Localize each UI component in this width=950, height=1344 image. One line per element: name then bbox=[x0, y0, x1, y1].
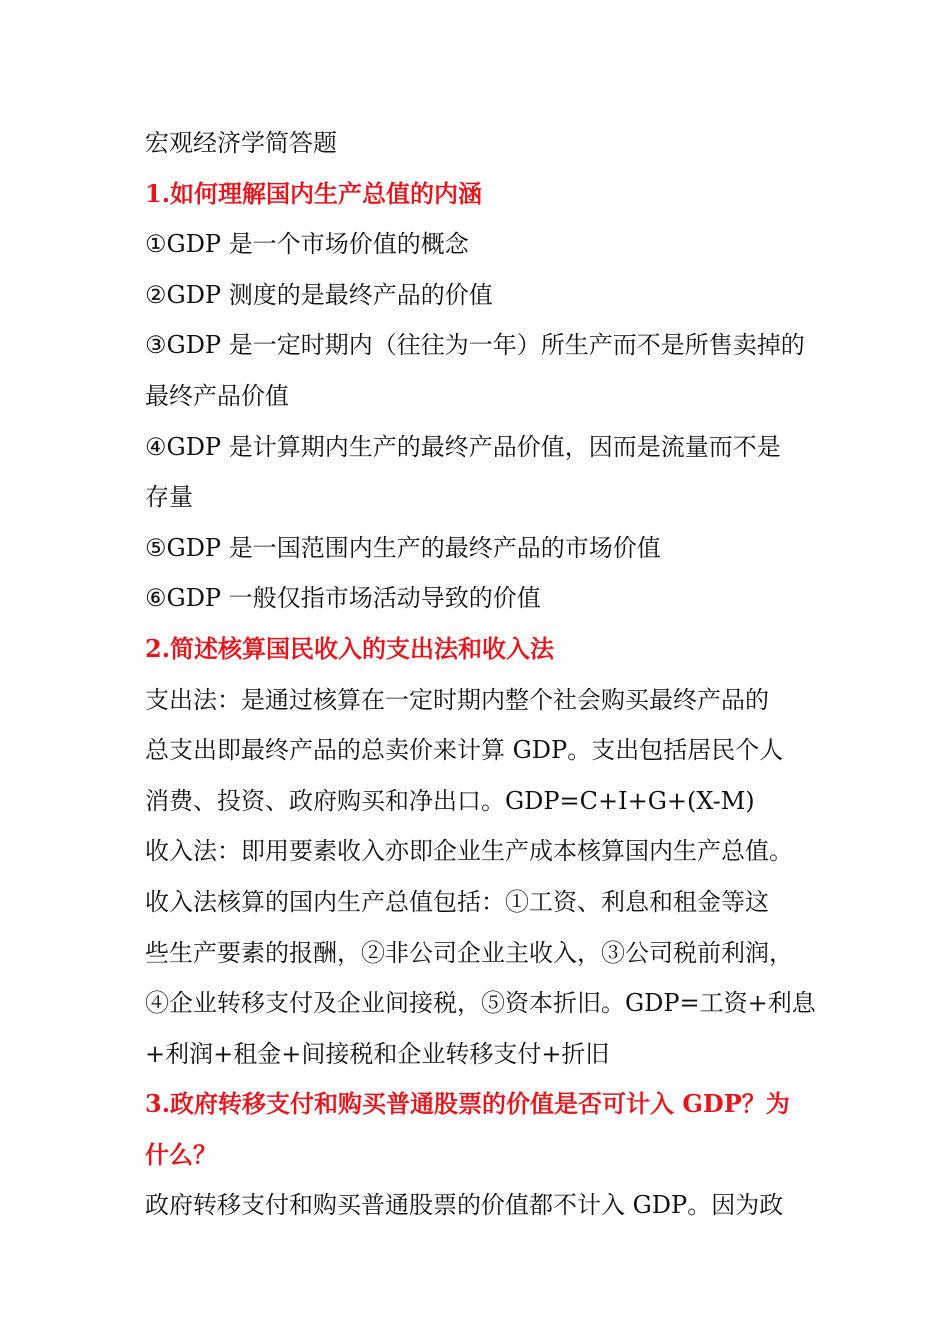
section-1-line: 最终产品价值 bbox=[145, 381, 289, 410]
section-2-line: 些生产要素的报酬，②非公司企业主收入，③公司税前利润， bbox=[145, 938, 793, 967]
section-1-heading: 1.如何理解国内生产总值的内涵 bbox=[145, 178, 483, 208]
section-3-heading: 3.政府转移支付和购买普通股票的价值是否可计入 GDP？为 bbox=[145, 1089, 790, 1119]
section-2-line: 消费、投资、政府购买和净出口。GDP=C+I+G+(X-M) bbox=[145, 786, 755, 815]
section-2-line: ④企业转移支付及企业间接税，⑤资本折旧。GDP=工资+利息 bbox=[145, 989, 816, 1018]
section-1-line: ③GDP 是一定时期内（往往为一年）所生产而不是所售卖掉的 bbox=[145, 331, 805, 360]
section-3-heading: 什么？ bbox=[145, 1139, 217, 1169]
section-1-line: ⑥GDP 一般仅指市场活动导致的价值 bbox=[145, 584, 541, 613]
document-body bbox=[145, 118, 825, 1231]
section-2-line: +利润+租金+间接税和企业转移支付+折旧 bbox=[145, 1039, 610, 1068]
section-2-line: 支出法：是通过核算在一定时期内整个社会购买最终产品的 bbox=[145, 685, 769, 714]
section-2-line: 收入法核算的国内生产总值包括：①工资、利息和租金等这 bbox=[145, 887, 769, 916]
section-2-line: 总支出即最终产品的总卖价来计算 GDP。支出包括居民个人 bbox=[145, 736, 784, 765]
section-3-line: 政府转移支付和购买普通股票的价值都不计入 GDP。因为政 bbox=[145, 1191, 784, 1220]
section-1-line: ①GDP 是一个市场价值的概念 bbox=[145, 230, 469, 259]
section-1-line: ②GDP 测度的是最终产品的价值 bbox=[145, 280, 493, 309]
section-1-line: ⑤GDP 是一国范围内生产的最终产品的市场价值 bbox=[145, 533, 661, 562]
document-title: 宏观经济学简答题 bbox=[145, 129, 337, 157]
section-2-heading: 2.简述核算国民收入的支出法和收入法 bbox=[145, 633, 555, 663]
section-1-line: 存量 bbox=[145, 483, 193, 512]
section-1-line: ④GDP 是计算期内生产的最终产品价值，因而是流量而不是 bbox=[145, 432, 781, 461]
section-2-line: 收入法：即用要素收入亦即企业生产成本核算国内生产总值。 bbox=[145, 837, 793, 866]
